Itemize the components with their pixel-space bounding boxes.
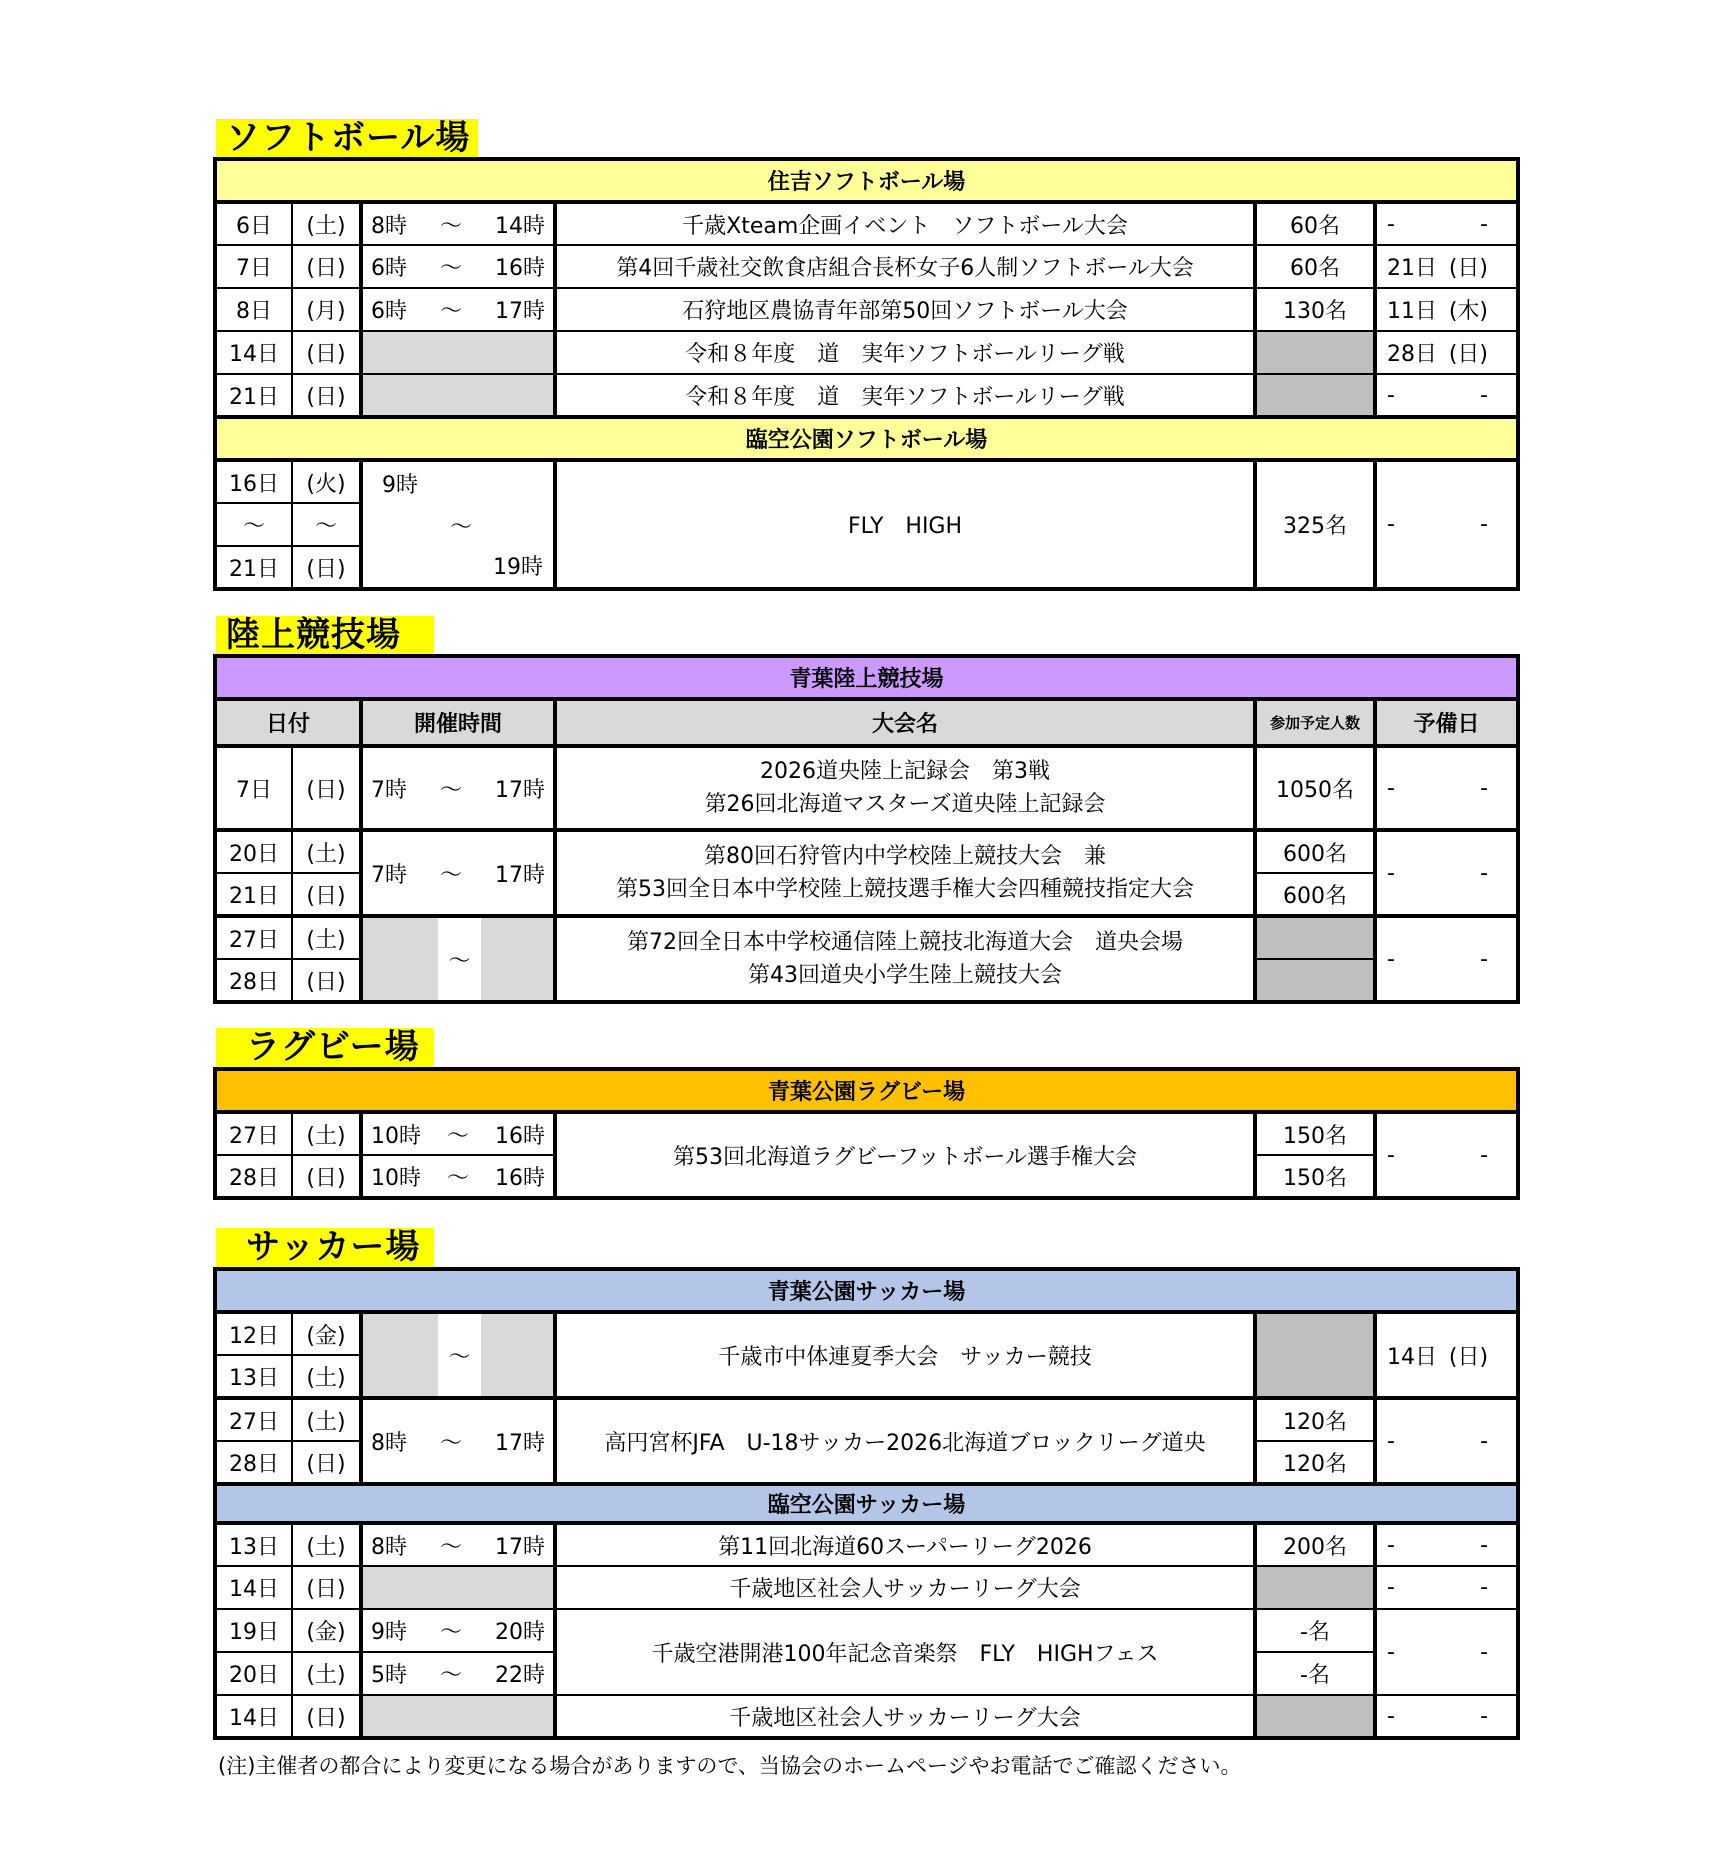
date-dow: (日): [292, 245, 361, 288]
participants: 1050名: [1255, 746, 1375, 830]
footnote: (注)主催者の都合により変更になる場合がありますので、当協会のホームページやお電話でご確認ください。: [218, 1754, 1242, 1778]
dow-tilde: ～: [292, 503, 361, 546]
date-dow: (土): [292, 1112, 361, 1155]
date-day: 27日: [215, 1112, 292, 1155]
date-dow: (土): [292, 1652, 361, 1695]
date-dow: (土): [292, 202, 361, 245]
time-end: 19時: [493, 555, 543, 580]
table-row: [215, 916, 1518, 959]
athletics-section-title: 陸上競技場: [216, 616, 434, 655]
column-header-time: 開催時間: [361, 699, 555, 746]
time-range-empty: [361, 331, 555, 374]
date-day: 28日: [215, 959, 292, 1002]
date-dow: (金): [292, 1312, 361, 1355]
date-day: 14日: [215, 331, 292, 374]
date-day: 7日: [215, 245, 292, 288]
venue-header-sumiyoshi: 住吉ソフトボール場: [215, 159, 1518, 202]
date-dow: (日): [292, 746, 361, 830]
date-dow: (日): [292, 959, 361, 1002]
date-dow: (土): [292, 830, 361, 873]
time-range: [361, 202, 555, 245]
column-header-spare: 予備日: [1375, 699, 1518, 746]
time-end-empty: [481, 916, 555, 1002]
spare-day: 14日 (日): [1375, 1312, 1518, 1398]
column-header-participants: 参加予定人数: [1255, 699, 1375, 746]
spare-day: - -: [1375, 1112, 1518, 1198]
softball-table: [213, 157, 1520, 591]
date-day: 28日: [215, 1155, 292, 1198]
date-dow: (金): [292, 1609, 361, 1652]
date-dow: (土): [292, 1355, 361, 1398]
spare-day: 21日 (日): [1375, 245, 1518, 288]
venue-header-rinku-soccer: 臨空公園サッカー場: [215, 1484, 1518, 1523]
venue-header-aoba-rugby: 青葉公園ラグビー場: [215, 1069, 1518, 1112]
date-day: 27日: [215, 916, 292, 959]
table-row: [215, 288, 1518, 331]
participants: 150名: [1255, 1155, 1375, 1198]
participants: 150名: [1255, 1112, 1375, 1155]
time-end-empty: [481, 1312, 555, 1398]
spare-day: - -: [1375, 1695, 1518, 1738]
participants: 60名: [1255, 245, 1375, 288]
spare-day: 11日 (木): [1375, 288, 1518, 331]
event-name: 千歳Xteam企画イベント ソフトボール大会: [555, 202, 1255, 245]
date-dow: (日): [292, 374, 361, 417]
time-sep: ～: [438, 916, 481, 1002]
event-name: 千歳地区社会人サッカーリーグ大会: [555, 1566, 1255, 1609]
date-dow-end: (日): [292, 546, 361, 589]
time-range-empty: [361, 1566, 555, 1609]
spare-day: - -: [1375, 460, 1518, 589]
event-name: 第80回石狩管内中学校陸上競技大会 兼 第53回全日本中学校陸上競技選手権大会四種競技指定大会: [555, 830, 1255, 916]
participants: 600名: [1255, 830, 1375, 873]
date-day: 14日: [215, 1695, 292, 1738]
event-name: FLY HIGH: [555, 460, 1255, 589]
event-name: 高円宮杯JFA U-18サッカー2026北海道ブロックリーグ道央: [555, 1398, 1255, 1484]
time-range: 7時 ～ 17時: [361, 830, 555, 916]
spare-day: - -: [1375, 830, 1518, 916]
participants-empty: [1255, 1312, 1375, 1398]
date-dow: (土): [292, 1398, 361, 1441]
table-row: [215, 202, 1518, 245]
venue-header-aoba-athletics: 青葉陸上競技場: [215, 656, 1518, 699]
table-row: [215, 245, 1518, 288]
time-range: 8時 ～ 17時: [361, 1523, 555, 1566]
participants: 200名: [1255, 1523, 1375, 1566]
participants: 60名: [1255, 202, 1375, 245]
date-day: 14日: [215, 1566, 292, 1609]
time-range-empty: [361, 1695, 555, 1738]
time-start-empty: [361, 1312, 438, 1398]
date-day: 13日: [215, 1355, 292, 1398]
time-end: 14時: [494, 213, 545, 239]
time-sep: ～: [439, 213, 462, 239]
event-name: 2026道央陸上記録会 第3戦 第26回北海道マスターズ道央陸上記録会: [555, 746, 1255, 830]
time-range: 9時 ～ 20時: [361, 1609, 555, 1652]
spare-day: - -: [1375, 1398, 1518, 1484]
participants: 120名: [1255, 1441, 1375, 1484]
spare-day: - -: [1375, 374, 1518, 417]
time-range: 6時 ～ 16時: [361, 245, 555, 288]
table-row: [215, 1112, 1518, 1155]
time-start: 9時: [382, 473, 418, 498]
table-row: [215, 1523, 1518, 1566]
rugby-table: [213, 1067, 1520, 1200]
date-day: 21日: [215, 374, 292, 417]
time-start-empty: [361, 916, 438, 1002]
spare-day: - -: [1375, 1523, 1518, 1566]
table-row: [215, 1609, 1518, 1652]
rugby-section-title: ラグビー場: [216, 1028, 434, 1067]
date-dow: (日): [292, 1441, 361, 1484]
date-day-end: 21日: [215, 546, 292, 589]
date-dow: (土): [292, 1523, 361, 1566]
spare-day: - -: [1375, 916, 1518, 1002]
date-day: 8日: [215, 288, 292, 331]
event-name: 千歳市中体連夏季大会 サッカー競技: [555, 1312, 1255, 1398]
time-sep: ～: [438, 1312, 481, 1398]
date-day: 21日: [215, 873, 292, 916]
participants-empty: [1255, 1695, 1375, 1738]
date-day: 7日: [215, 746, 292, 830]
table-row: [215, 1566, 1518, 1609]
table-row: [215, 1398, 1518, 1441]
table-row: [215, 1695, 1518, 1738]
athletics-table: [213, 654, 1520, 1004]
event-name: 令和８年度 道 実年ソフトボールリーグ戦: [555, 331, 1255, 374]
date-day: 13日: [215, 1523, 292, 1566]
time-range-tall: [361, 460, 555, 589]
participants-empty: [1255, 331, 1375, 374]
date-day: 19日: [215, 1609, 292, 1652]
table-row: [215, 374, 1518, 417]
spare-day: - -: [1375, 746, 1518, 830]
date-day: 20日: [215, 830, 292, 873]
event-name: 第11回北海道60スーパーリーグ2026: [555, 1523, 1255, 1566]
table-row: [215, 830, 1518, 873]
date-dow: (日): [292, 1155, 361, 1198]
participants-empty: [1255, 959, 1375, 1002]
date-day-start: 16日: [215, 460, 292, 503]
participants: -名: [1255, 1609, 1375, 1652]
date-tilde: ～: [215, 503, 292, 546]
event-name: 石狩地区農協青年部第50回ソフトボール大会: [555, 288, 1255, 331]
date-dow: (土): [292, 916, 361, 959]
date-day: 6日: [215, 202, 292, 245]
soccer-section-title: サッカー場: [216, 1228, 434, 1267]
column-header-date: 日付: [215, 699, 361, 746]
time-sep: ～: [450, 515, 473, 540]
table-row: [215, 746, 1518, 830]
spare-day: - -: [1375, 202, 1518, 245]
time-start: 8時: [371, 213, 407, 239]
spare-day: - -: [1375, 1566, 1518, 1609]
date-dow: (月): [292, 288, 361, 331]
spare-day: 28日 (日): [1375, 331, 1518, 374]
date-day: 27日: [215, 1398, 292, 1441]
event-name: 千歳空港開港100年記念音楽祭 FLY HIGHフェス: [555, 1609, 1255, 1695]
date-day: 20日: [215, 1652, 292, 1695]
venue-header-aoba-soccer: 青葉公園サッカー場: [215, 1269, 1518, 1312]
venue-header-rinku-softball: 臨空公園ソフトボール場: [215, 417, 1518, 460]
soccer-table: [213, 1267, 1520, 1740]
participants: 600名: [1255, 873, 1375, 916]
date-day: 12日: [215, 1312, 292, 1355]
participants: 120名: [1255, 1398, 1375, 1441]
date-dow: (日): [292, 873, 361, 916]
table-row: [215, 460, 1518, 503]
column-header-event: 大会名: [555, 699, 1255, 746]
event-name: 千歳地区社会人サッカーリーグ大会: [555, 1695, 1255, 1738]
participants-empty: [1255, 916, 1375, 959]
event-name: 第72回全日本中学校通信陸上競技北海道大会 道央会場 第43回道央小学生陸上競技大会: [555, 916, 1255, 1002]
participants-empty: [1255, 374, 1375, 417]
time-range-empty: [361, 374, 555, 417]
participants: 325名: [1255, 460, 1375, 589]
table-row: [215, 1312, 1518, 1355]
time-range: 8時 ～ 17時: [361, 1398, 555, 1484]
participants-empty: [1255, 1566, 1375, 1609]
participants: -名: [1255, 1652, 1375, 1695]
date-dow: (日): [292, 1695, 361, 1738]
participants: 130名: [1255, 288, 1375, 331]
time-range: 6時 ～ 17時: [361, 288, 555, 331]
table-row: [215, 331, 1518, 374]
event-name: 第53回北海道ラグビーフットボール選手権大会: [555, 1112, 1255, 1198]
date-day: 28日: [215, 1441, 292, 1484]
spare-day: - -: [1375, 1609, 1518, 1695]
softball-section-title: ソフトボール場: [216, 119, 478, 158]
date-dow: (日): [292, 1566, 361, 1609]
time-range: 10時 ～ 16時: [361, 1155, 555, 1198]
time-range: 10時 ～ 16時: [361, 1112, 555, 1155]
event-name: 令和８年度 道 実年ソフトボールリーグ戦: [555, 374, 1255, 417]
event-name: 第4回千歳社交飲食店組合長杯女子6人制ソフトボール大会: [555, 245, 1255, 288]
date-dow-start: (火): [292, 460, 361, 503]
time-range: 7時 ～ 17時: [361, 746, 555, 830]
date-dow: (日): [292, 331, 361, 374]
time-range: 5時 ～ 22時: [361, 1652, 555, 1695]
